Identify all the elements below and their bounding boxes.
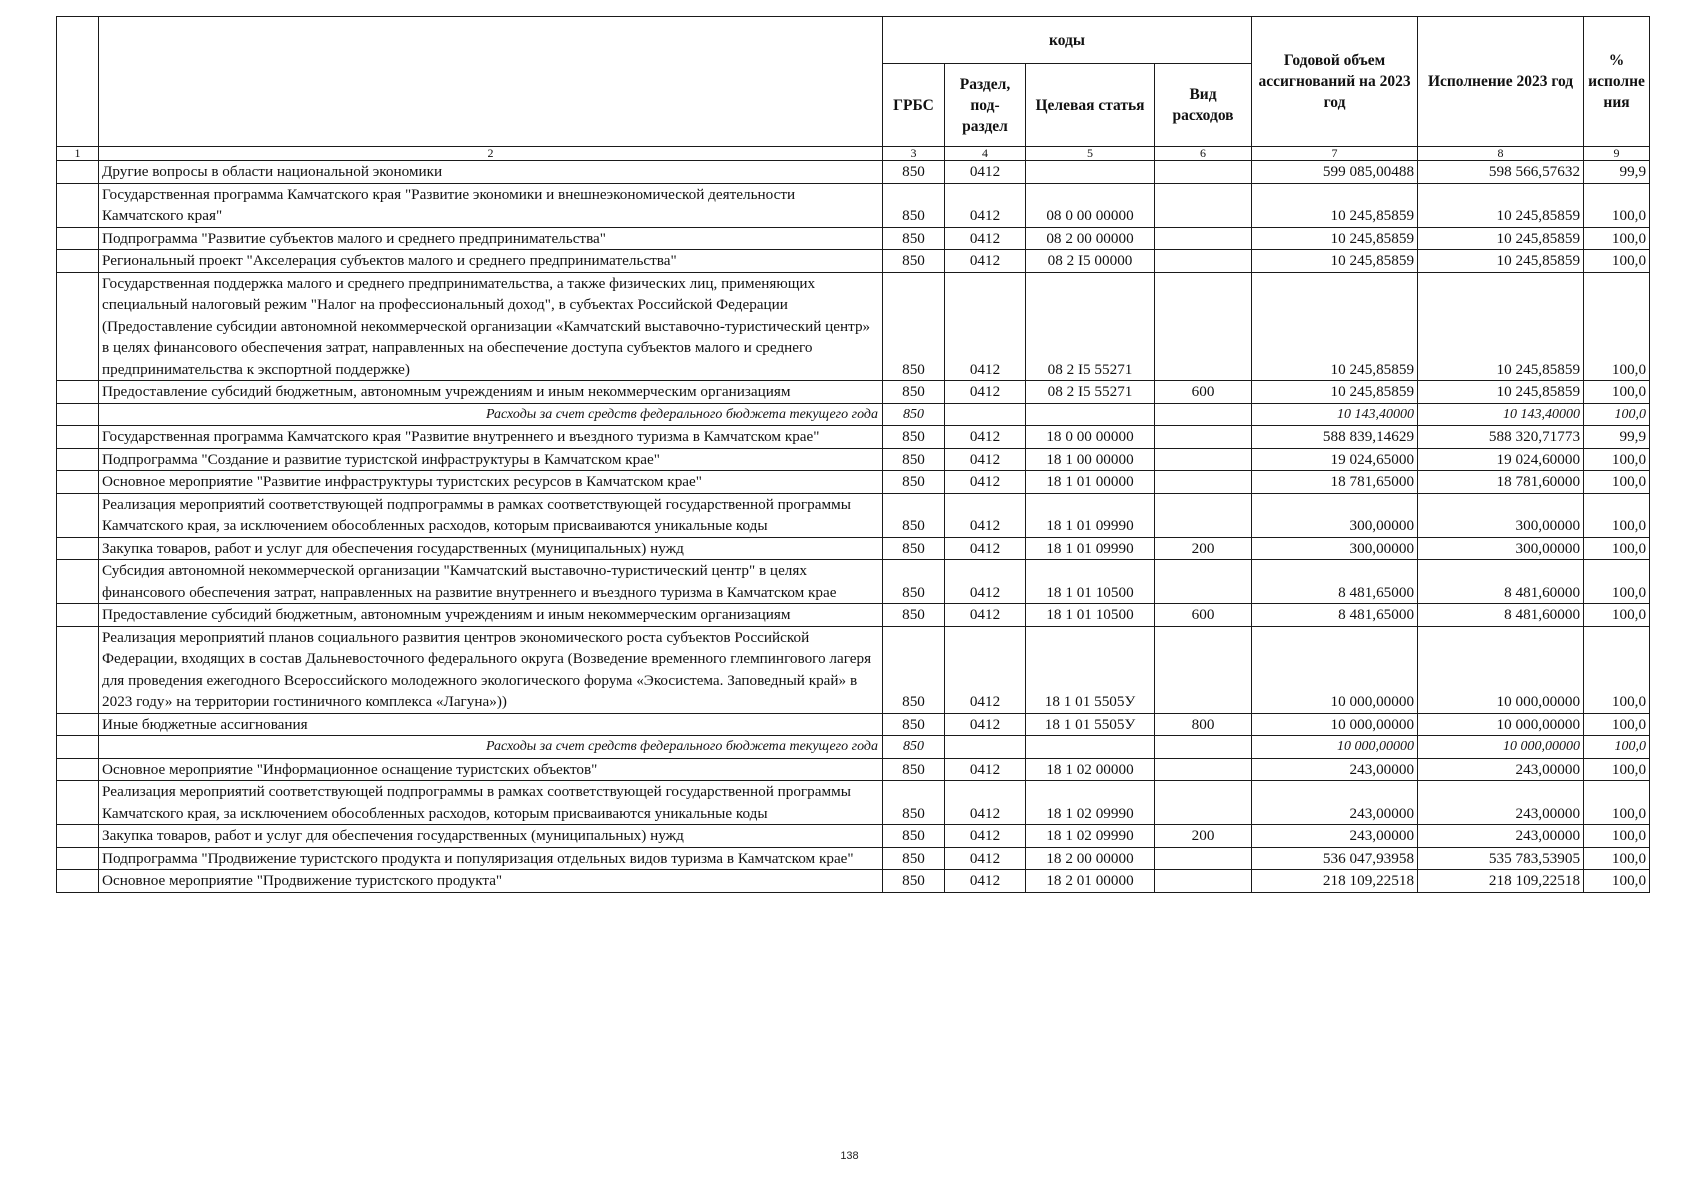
row-execution-cell: 10 245,85859 bbox=[1418, 381, 1584, 404]
row-name-cell: Другие вопросы в области национальной экономики bbox=[99, 161, 883, 184]
row-index-cell bbox=[57, 250, 99, 273]
row-target-cell: 08 2 I5 00000 bbox=[1026, 250, 1155, 273]
row-execution-cell: 300,00000 bbox=[1418, 537, 1584, 560]
row-annual-cell: 10 245,85859 bbox=[1252, 272, 1418, 381]
page-number: 138 bbox=[840, 1150, 859, 1162]
row-name-cell: Подпрограмма "Развитие субъектов малого и среднего предпринимательства" bbox=[99, 227, 883, 250]
table-row bbox=[57, 537, 1650, 560]
table-row bbox=[57, 626, 1650, 713]
row-type-cell bbox=[1155, 272, 1252, 381]
row-target-cell bbox=[1026, 161, 1155, 184]
row-annual-cell: 10 245,85859 bbox=[1252, 381, 1418, 404]
table-row bbox=[57, 161, 1650, 184]
table-row bbox=[57, 847, 1650, 870]
table-row bbox=[57, 381, 1650, 404]
row-target-cell: 08 2 I5 55271 bbox=[1026, 381, 1155, 404]
row-execution-cell: 10 000,00000 bbox=[1418, 736, 1584, 759]
row-execution-cell: 10 000,00000 bbox=[1418, 713, 1584, 736]
row-name-cell: Реализация мероприятий планов социального развития центров экономического роста субъектов Российской Федерации, входящих в состав Дальневосточного федерального округа (Возведение временного глемпингового лагеря для проведения ежегодного Всероссийского молодежного экологического форума «Экосистема. Заповедный край» в 2023 году» на территории гостиничного комплекса «Лагуна»)) bbox=[99, 626, 883, 713]
column-number: 2 bbox=[99, 147, 883, 161]
row-grbs-cell: 850 bbox=[883, 825, 945, 848]
budget-table bbox=[56, 16, 1650, 893]
row-percent-cell: 100,0 bbox=[1584, 560, 1650, 604]
row-grbs-cell: 850 bbox=[883, 426, 945, 449]
row-name-cell: Государственная программа Камчатского края "Развитие внутреннего и въездного туризма в Камчатском крае" bbox=[99, 426, 883, 449]
row-type-cell bbox=[1155, 183, 1252, 227]
row-grbs-cell: 850 bbox=[883, 758, 945, 781]
column-number: 9 bbox=[1584, 147, 1650, 161]
row-percent-cell: 100,0 bbox=[1584, 448, 1650, 471]
row-annual-cell: 10 000,00000 bbox=[1252, 713, 1418, 736]
row-grbs-cell: 850 bbox=[883, 227, 945, 250]
row-name-cell: Субсидия автономной некоммерческой организации "Камчатский выставочно-туристический центр" в целях финансового обеспечения затрат, направленных на развитие внутреннего и въездного туризма в Камчатском крае bbox=[99, 560, 883, 604]
row-annual-cell: 588 839,14629 bbox=[1252, 426, 1418, 449]
row-percent-cell: 100,0 bbox=[1584, 713, 1650, 736]
row-index-cell bbox=[57, 781, 99, 825]
row-section-cell: 0412 bbox=[945, 493, 1026, 537]
row-index-cell bbox=[57, 426, 99, 449]
row-grbs-cell: 850 bbox=[883, 183, 945, 227]
row-execution-cell: 588 320,71773 bbox=[1418, 426, 1584, 449]
row-percent-cell: 100,0 bbox=[1584, 781, 1650, 825]
row-annual-cell: 10 000,00000 bbox=[1252, 626, 1418, 713]
row-grbs-cell: 850 bbox=[883, 537, 945, 560]
row-target-cell: 18 1 00 00000 bbox=[1026, 448, 1155, 471]
header-percent: % исполне ния bbox=[1584, 17, 1650, 147]
row-percent-cell: 100,0 bbox=[1584, 604, 1650, 627]
row-index-cell bbox=[57, 493, 99, 537]
row-name-cell: Основное мероприятие "Информационное оснащение туристских объектов" bbox=[99, 758, 883, 781]
row-name-cell: Реализация мероприятий соответствующей подпрограммы в рамках соответствующей государственной программы Камчатского края, за исключением обособленных расходов, которым присваиваются уникальные коды bbox=[99, 493, 883, 537]
row-annual-cell: 243,00000 bbox=[1252, 758, 1418, 781]
row-annual-cell: 10 245,85859 bbox=[1252, 183, 1418, 227]
row-annual-cell: 243,00000 bbox=[1252, 825, 1418, 848]
row-type-cell bbox=[1155, 560, 1252, 604]
row-execution-cell: 243,00000 bbox=[1418, 758, 1584, 781]
row-index-cell bbox=[57, 604, 99, 627]
row-type-cell bbox=[1155, 626, 1252, 713]
row-type-cell: 600 bbox=[1155, 604, 1252, 627]
row-name-cell: Региональный проект "Акселерация субъектов малого и среднего предпринимательства" bbox=[99, 250, 883, 273]
column-number: 7 bbox=[1252, 147, 1418, 161]
row-target-cell: 18 2 01 00000 bbox=[1026, 870, 1155, 893]
row-section-cell: 0412 bbox=[945, 448, 1026, 471]
table-row bbox=[57, 448, 1650, 471]
row-annual-cell: 19 024,65000 bbox=[1252, 448, 1418, 471]
column-number-row bbox=[57, 147, 1650, 161]
row-grbs-cell: 850 bbox=[883, 560, 945, 604]
row-percent-cell: 100,0 bbox=[1584, 381, 1650, 404]
row-type-cell bbox=[1155, 847, 1252, 870]
row-name-cell: Предоставление субсидий бюджетным, автономным учреждениям и иным некоммерческим организациям bbox=[99, 381, 883, 404]
row-target-cell: 18 2 00 00000 bbox=[1026, 847, 1155, 870]
row-type-cell bbox=[1155, 758, 1252, 781]
row-percent-cell: 100,0 bbox=[1584, 493, 1650, 537]
table-row bbox=[57, 250, 1650, 273]
row-index-cell bbox=[57, 825, 99, 848]
row-type-cell bbox=[1155, 403, 1252, 426]
row-grbs-cell: 850 bbox=[883, 381, 945, 404]
row-type-cell: 800 bbox=[1155, 713, 1252, 736]
row-target-cell: 08 0 00 00000 bbox=[1026, 183, 1155, 227]
row-name-cell: Расходы за счет средств федерального бюджета текущего года bbox=[99, 736, 883, 759]
row-section-cell: 0412 bbox=[945, 161, 1026, 184]
row-section-cell: 0412 bbox=[945, 227, 1026, 250]
budget-page bbox=[56, 16, 1649, 893]
row-index-cell bbox=[57, 227, 99, 250]
row-annual-cell: 10 143,40000 bbox=[1252, 403, 1418, 426]
row-section-cell bbox=[945, 736, 1026, 759]
header-grbs: ГРБС bbox=[883, 64, 945, 147]
row-type-cell bbox=[1155, 471, 1252, 494]
row-annual-cell: 10 245,85859 bbox=[1252, 250, 1418, 273]
row-execution-cell: 19 024,60000 bbox=[1418, 448, 1584, 471]
row-grbs-cell: 850 bbox=[883, 448, 945, 471]
row-grbs-cell: 850 bbox=[883, 161, 945, 184]
header-execution: Исполнение 2023 год bbox=[1418, 17, 1584, 147]
row-annual-cell: 18 781,65000 bbox=[1252, 471, 1418, 494]
row-section-cell: 0412 bbox=[945, 713, 1026, 736]
row-percent-cell: 100,0 bbox=[1584, 183, 1650, 227]
row-target-cell: 18 1 02 09990 bbox=[1026, 781, 1155, 825]
table-row bbox=[57, 736, 1650, 759]
row-index-cell bbox=[57, 870, 99, 893]
row-target-cell: 18 1 02 00000 bbox=[1026, 758, 1155, 781]
table-row bbox=[57, 183, 1650, 227]
row-name-cell: Реализация мероприятий соответствующей подпрограммы в рамках соответствующей государственной программы Камчатского края, за исключением обособленных расходов, которым присваиваются уникальные коды bbox=[99, 781, 883, 825]
row-type-cell bbox=[1155, 781, 1252, 825]
row-index-cell bbox=[57, 537, 99, 560]
row-section-cell: 0412 bbox=[945, 847, 1026, 870]
row-section-cell: 0412 bbox=[945, 870, 1026, 893]
row-annual-cell: 599 085,00488 bbox=[1252, 161, 1418, 184]
table-row bbox=[57, 471, 1650, 494]
header-expense-type: Вид расходов bbox=[1155, 64, 1252, 147]
row-annual-cell: 243,00000 bbox=[1252, 781, 1418, 825]
row-target-cell: 08 2 00 00000 bbox=[1026, 227, 1155, 250]
row-execution-cell: 300,00000 bbox=[1418, 493, 1584, 537]
row-target-cell: 18 1 02 09990 bbox=[1026, 825, 1155, 848]
row-name-cell: Государственная поддержка малого и среднего предпринимательства, а также физических лиц, применяющих специальный налоговый режим "Налог на профессиональный доход", в субъектах Российской Федерации (Предоставление субсидии автономной некоммерческой организации «Камчатский выставочно-туристический центр» в целях финансового обеспечения затрат, направленных на обеспечение доступа субъектов малого и среднего предпринимательства к экспортной поддержке) bbox=[99, 272, 883, 381]
row-section-cell: 0412 bbox=[945, 537, 1026, 560]
row-execution-cell: 10 245,85859 bbox=[1418, 183, 1584, 227]
row-annual-cell: 218 109,22518 bbox=[1252, 870, 1418, 893]
row-index-cell bbox=[57, 183, 99, 227]
row-name-cell: Предоставление субсидий бюджетным, автономным учреждениям и иным некоммерческим организациям bbox=[99, 604, 883, 627]
row-section-cell: 0412 bbox=[945, 250, 1026, 273]
row-percent-cell: 100,0 bbox=[1584, 626, 1650, 713]
row-section-cell: 0412 bbox=[945, 471, 1026, 494]
row-grbs-cell: 850 bbox=[883, 736, 945, 759]
row-percent-cell: 100,0 bbox=[1584, 537, 1650, 560]
row-index-cell bbox=[57, 713, 99, 736]
row-index-cell bbox=[57, 560, 99, 604]
row-grbs-cell: 850 bbox=[883, 403, 945, 426]
row-target-cell bbox=[1026, 403, 1155, 426]
row-execution-cell: 8 481,60000 bbox=[1418, 604, 1584, 627]
row-index-cell bbox=[57, 403, 99, 426]
row-name-cell: Закупка товаров, работ и услуг для обеспечения государственных (муниципальных) нужд bbox=[99, 825, 883, 848]
row-name-cell: Иные бюджетные ассигнования bbox=[99, 713, 883, 736]
row-percent-cell: 99,9 bbox=[1584, 426, 1650, 449]
row-target-cell: 18 1 01 09990 bbox=[1026, 493, 1155, 537]
row-annual-cell: 10 245,85859 bbox=[1252, 227, 1418, 250]
column-number: 3 bbox=[883, 147, 945, 161]
row-index-cell bbox=[57, 448, 99, 471]
row-index-cell bbox=[57, 758, 99, 781]
row-execution-cell: 8 481,60000 bbox=[1418, 560, 1584, 604]
row-percent-cell: 100,0 bbox=[1584, 870, 1650, 893]
table-row bbox=[57, 403, 1650, 426]
row-grbs-cell: 850 bbox=[883, 870, 945, 893]
row-index-cell bbox=[57, 272, 99, 381]
row-section-cell: 0412 bbox=[945, 381, 1026, 404]
header-codes: коды bbox=[883, 17, 1252, 64]
row-execution-cell: 10 245,85859 bbox=[1418, 227, 1584, 250]
row-type-cell bbox=[1155, 493, 1252, 537]
header-section: Раздел, под-раздел bbox=[945, 64, 1026, 147]
column-number: 4 bbox=[945, 147, 1026, 161]
table-row bbox=[57, 758, 1650, 781]
row-type-cell bbox=[1155, 250, 1252, 273]
row-grbs-cell: 850 bbox=[883, 250, 945, 273]
row-execution-cell: 10 245,85859 bbox=[1418, 250, 1584, 273]
row-section-cell: 0412 bbox=[945, 560, 1026, 604]
row-grbs-cell: 850 bbox=[883, 626, 945, 713]
table-row bbox=[57, 825, 1650, 848]
row-annual-cell: 8 481,65000 bbox=[1252, 560, 1418, 604]
column-number: 5 bbox=[1026, 147, 1155, 161]
row-target-cell: 18 1 01 10500 bbox=[1026, 560, 1155, 604]
row-type-cell: 200 bbox=[1155, 537, 1252, 560]
table-row bbox=[57, 493, 1650, 537]
row-execution-cell: 243,00000 bbox=[1418, 781, 1584, 825]
row-name-cell: Расходы за счет средств федерального бюджета текущего года bbox=[99, 403, 883, 426]
header-target: Целевая статья bbox=[1026, 64, 1155, 147]
row-grbs-cell: 850 bbox=[883, 471, 945, 494]
row-type-cell bbox=[1155, 448, 1252, 471]
row-percent-cell: 100,0 bbox=[1584, 227, 1650, 250]
row-grbs-cell: 850 bbox=[883, 604, 945, 627]
row-percent-cell: 100,0 bbox=[1584, 471, 1650, 494]
table-row bbox=[57, 560, 1650, 604]
row-target-cell: 08 2 I5 55271 bbox=[1026, 272, 1155, 381]
row-annual-cell: 300,00000 bbox=[1252, 537, 1418, 560]
table-row bbox=[57, 713, 1650, 736]
table-row bbox=[57, 604, 1650, 627]
row-grbs-cell: 850 bbox=[883, 493, 945, 537]
row-index-cell bbox=[57, 161, 99, 184]
row-execution-cell: 218 109,22518 bbox=[1418, 870, 1584, 893]
row-target-cell: 18 1 01 00000 bbox=[1026, 471, 1155, 494]
row-target-cell: 18 1 01 09990 bbox=[1026, 537, 1155, 560]
row-target-cell: 18 1 01 5505У bbox=[1026, 626, 1155, 713]
row-grbs-cell: 850 bbox=[883, 713, 945, 736]
row-execution-cell: 243,00000 bbox=[1418, 825, 1584, 848]
row-type-cell bbox=[1155, 161, 1252, 184]
table-row bbox=[57, 781, 1650, 825]
table-body bbox=[57, 147, 1650, 893]
row-target-cell: 18 1 01 5505У bbox=[1026, 713, 1155, 736]
row-grbs-cell: 850 bbox=[883, 781, 945, 825]
row-execution-cell: 10 000,00000 bbox=[1418, 626, 1584, 713]
row-annual-cell: 300,00000 bbox=[1252, 493, 1418, 537]
row-index-cell bbox=[57, 471, 99, 494]
header-blank-name bbox=[99, 17, 883, 147]
row-percent-cell: 100,0 bbox=[1584, 736, 1650, 759]
row-target-cell: 18 1 01 10500 bbox=[1026, 604, 1155, 627]
row-name-cell: Закупка товаров, работ и услуг для обеспечения государственных (муниципальных) нужд bbox=[99, 537, 883, 560]
row-name-cell: Подпрограмма "Создание и развитие туристской инфраструктуры в Камчатском крае" bbox=[99, 448, 883, 471]
row-name-cell: Основное мероприятие "Продвижение туристского продукта" bbox=[99, 870, 883, 893]
row-section-cell bbox=[945, 403, 1026, 426]
row-section-cell: 0412 bbox=[945, 825, 1026, 848]
row-execution-cell: 10 143,40000 bbox=[1418, 403, 1584, 426]
table-row bbox=[57, 426, 1650, 449]
row-annual-cell: 536 047,93958 bbox=[1252, 847, 1418, 870]
row-type-cell: 600 bbox=[1155, 381, 1252, 404]
row-name-cell: Подпрограмма "Продвижение туристского продукта и популяризация отдельных видов туризма в Камчатском крае" bbox=[99, 847, 883, 870]
row-execution-cell: 10 245,85859 bbox=[1418, 272, 1584, 381]
column-number: 6 bbox=[1155, 147, 1252, 161]
row-type-cell: 200 bbox=[1155, 825, 1252, 848]
row-index-cell bbox=[57, 736, 99, 759]
table-row bbox=[57, 870, 1650, 893]
row-section-cell: 0412 bbox=[945, 183, 1026, 227]
row-target-cell: 18 0 00 00000 bbox=[1026, 426, 1155, 449]
row-grbs-cell: 850 bbox=[883, 847, 945, 870]
row-annual-cell: 8 481,65000 bbox=[1252, 604, 1418, 627]
row-section-cell: 0412 bbox=[945, 604, 1026, 627]
row-index-cell bbox=[57, 626, 99, 713]
row-execution-cell: 535 783,53905 bbox=[1418, 847, 1584, 870]
row-percent-cell: 100,0 bbox=[1584, 758, 1650, 781]
row-name-cell: Основное мероприятие "Развитие инфраструктуры туристских ресурсов в Камчатском крае" bbox=[99, 471, 883, 494]
row-index-cell bbox=[57, 847, 99, 870]
row-name-cell: Государственная программа Камчатского края "Развитие экономики и внешнеэкономической деятельности Камчатского края" bbox=[99, 183, 883, 227]
row-index-cell bbox=[57, 381, 99, 404]
row-percent-cell: 100,0 bbox=[1584, 825, 1650, 848]
row-section-cell: 0412 bbox=[945, 781, 1026, 825]
table-row bbox=[57, 272, 1650, 381]
row-target-cell bbox=[1026, 736, 1155, 759]
header-annual: Годовой объем ассигнований на 2023 год bbox=[1252, 17, 1418, 147]
row-percent-cell: 100,0 bbox=[1584, 272, 1650, 381]
row-annual-cell: 10 000,00000 bbox=[1252, 736, 1418, 759]
row-section-cell: 0412 bbox=[945, 758, 1026, 781]
row-percent-cell: 100,0 bbox=[1584, 250, 1650, 273]
row-grbs-cell: 850 bbox=[883, 272, 945, 381]
row-percent-cell: 100,0 bbox=[1584, 847, 1650, 870]
row-percent-cell: 100,0 bbox=[1584, 403, 1650, 426]
row-execution-cell: 598 566,57632 bbox=[1418, 161, 1584, 184]
row-type-cell bbox=[1155, 426, 1252, 449]
row-type-cell bbox=[1155, 870, 1252, 893]
row-section-cell: 0412 bbox=[945, 626, 1026, 713]
row-percent-cell: 99,9 bbox=[1584, 161, 1650, 184]
column-number: 8 bbox=[1418, 147, 1584, 161]
row-section-cell: 0412 bbox=[945, 272, 1026, 381]
row-section-cell: 0412 bbox=[945, 426, 1026, 449]
row-type-cell bbox=[1155, 736, 1252, 759]
column-number: 1 bbox=[57, 147, 99, 161]
row-type-cell bbox=[1155, 227, 1252, 250]
header-blank-index bbox=[57, 17, 99, 147]
row-execution-cell: 18 781,60000 bbox=[1418, 471, 1584, 494]
table-row bbox=[57, 227, 1650, 250]
